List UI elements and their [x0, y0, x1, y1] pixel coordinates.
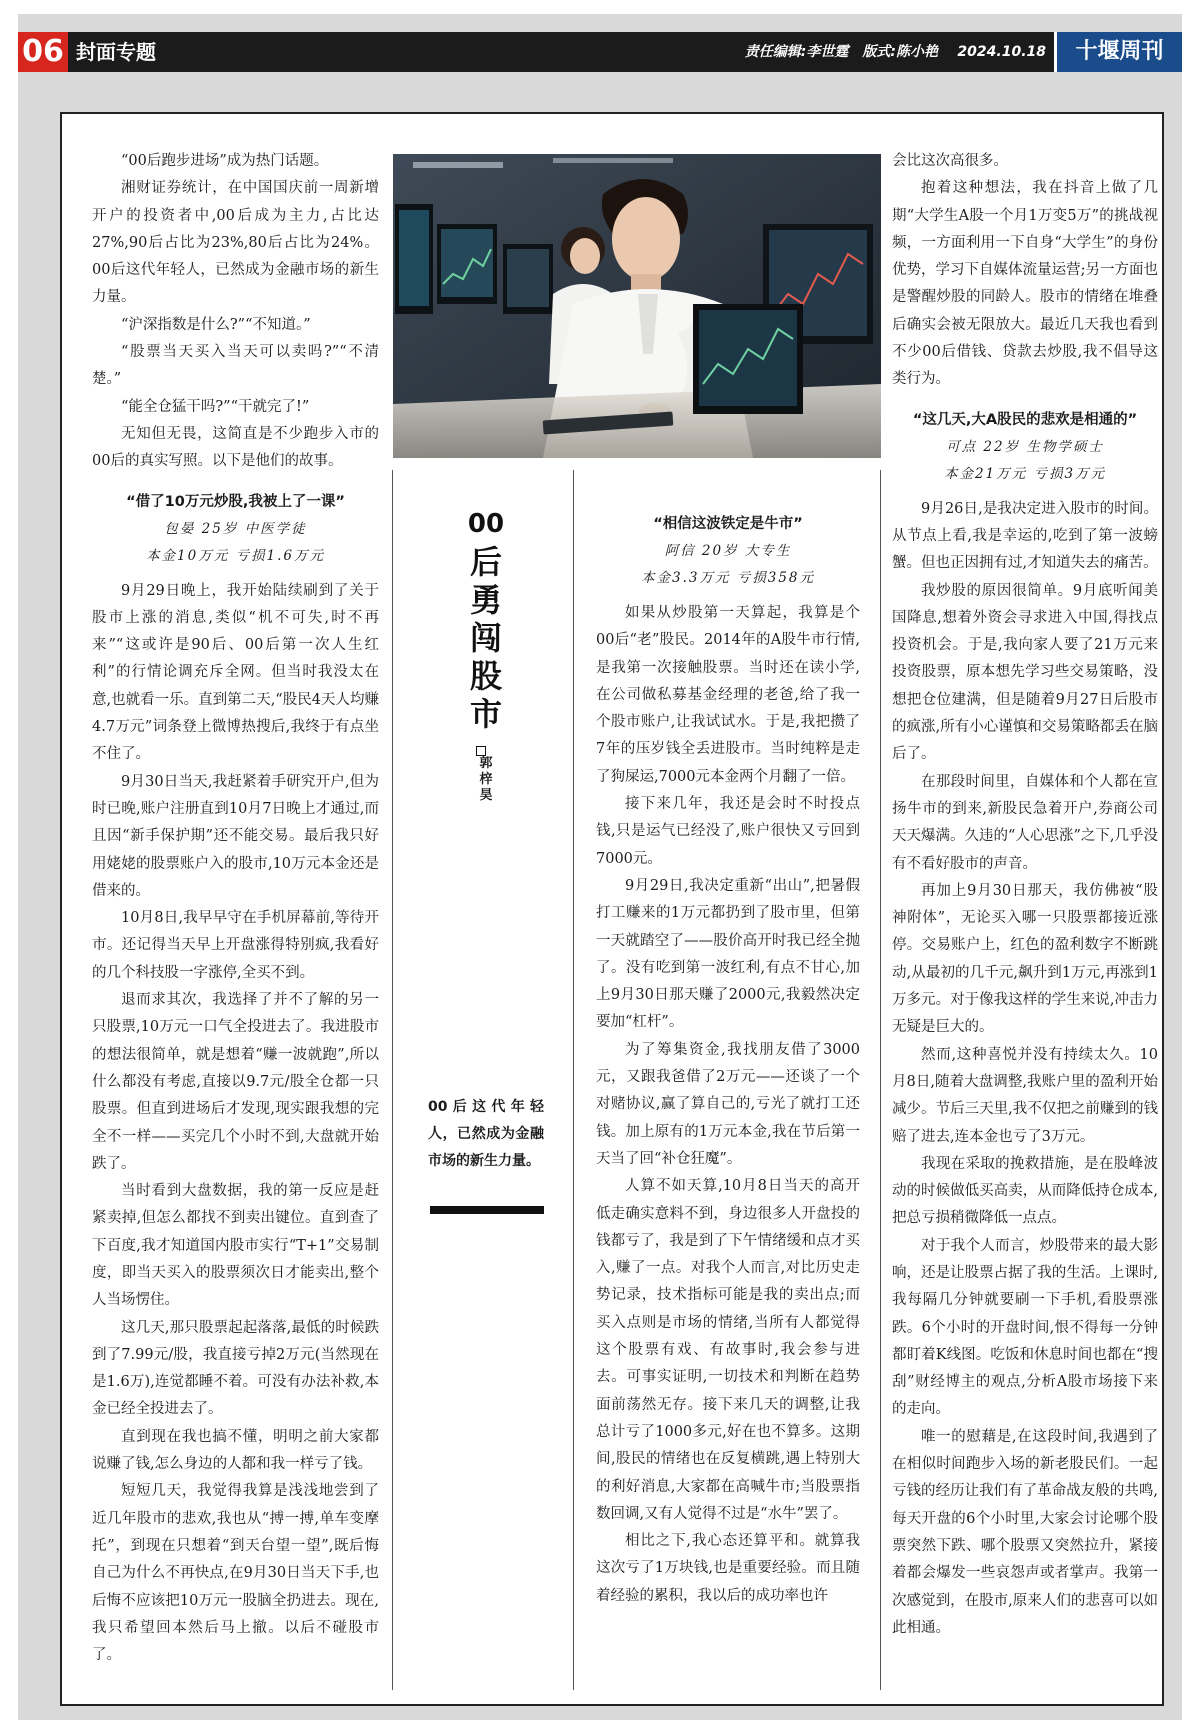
story-paragraph: 然而,这种喜悦并没有持续太久。10月8日,随着大盘调整,我账户里的盈利开始减少。节后三天里,我不仅把之前赚到的钱赔了进去,连本金也亏了3万元。 — [892, 1046, 1158, 1145]
story-paragraph: 当时看到大盘数据，我的第一反应是赶紧卖掉,但怎么都找不到卖出键位。直到查了下百度,我才知道国内股市实行“T+1”交易制度，即当天买入的股票须次日才能卖出,整个人当场愣住。 — [92, 1183, 379, 1309]
column-divider — [573, 470, 574, 1690]
author-char: 梓 — [479, 772, 493, 787]
story-paragraph: 这几天,那只股票起起落落,最低的时候跌到了7.99元/股，我直接亏掉2万元(当然现在是1.6万),连觉都睡不着。可没有办法补救,本金已经全投进去了。 — [92, 1319, 379, 1418]
column-4 — [892, 148, 1158, 1642]
story-byline: 本金3.3万元 亏损358元 — [640, 570, 816, 586]
article-title-char: 股 — [469, 657, 502, 695]
intro-paragraph: “股票当天买入当天可以卖吗?”“不清楚。” — [92, 344, 379, 388]
page-header — [18, 32, 1182, 72]
intro-paragraph: “能全仓猛干吗?”“干就完了!” — [121, 398, 310, 415]
article-title — [466, 505, 506, 733]
story-byline: 阿信 20岁 大专生 — [664, 543, 792, 559]
story-paragraph: 再加上9月30日那天，我仿佛被“股神附体”，无论买入哪一只股票都接近涨停。交易账户上，红色的盈利数字不断跳动,从最初的几千元,飙升到1万元,再涨到1万多元。对于像我这样的学生来说,冲击力无疑是巨大的。 — [892, 882, 1158, 1036]
article-title-char: 后 — [469, 543, 502, 581]
column-divider — [392, 470, 393, 1690]
story-paragraph: 9月30日当天,我赶紧着手研究开户,但为时已晚,账户注册直到10月7日晚上才通过,而且因“新手保护期”还不能交易。最后我只好用姥姥的股票账户入的股市,10万元本金还是借来的。 — [92, 773, 379, 899]
story-paragraph: 直到现在我也搞不懂，明明之前大家都说赚了钱,怎么身边的人都和我一样亏了钱。 — [92, 1428, 379, 1473]
column-1 — [92, 148, 379, 1669]
story-paragraph: 9月29日,我决定重新“出山”,把暑假打工赚来的1万元都扔到了股市里，但第一天就踏空了——股价高开时我已经全抛了。没有吃到第一波红利,有点不甘心,加上9月30日那天赚了2000元,我毅然决定要加“杠杆”。 — [596, 877, 860, 1031]
author-byline — [476, 746, 496, 804]
article-title-char: 00 — [467, 509, 505, 539]
story-byline: 包晏 25岁 中医学徒 — [164, 520, 307, 537]
story-paragraph: 相比之下,我心态还算平和。就算我这次亏了1万块钱,也是重要经验。而且随着经验的累积，我以后的成功率也许 — [596, 1533, 860, 1604]
story-paragraph: 唯一的慰藉是,在这段时间,我遇到了在相似时间跑步入场的新老股民们。一起亏钱的经历让我们有了革命战友般的共鸣,每天开盘的6个小时里,大家会讨论哪个股票突然下跌、哪个股票又突然拉升，紧接着都会爆发一些哀怨声或者掌声。我第一次感觉到，在股市,原来人们的悲喜可以如此相通。 — [892, 1428, 1158, 1636]
story-heading: “这几天,大A股民的悲欢是相通的” — [912, 411, 1138, 428]
story-heading: “借了10万元炒股,我被上了一课” — [126, 493, 345, 510]
intro-paragraph: “沪深指数是什么?”“不知道。” — [121, 316, 311, 333]
article-title-char: 闯 — [469, 619, 502, 657]
story-paragraph: 在那段时间里，自媒体和个人都在宣扬牛市的到来,新股民急着开户,券商公司天天爆满。久违的“人心思涨”之下,几乎没有不看好股市的声音。 — [892, 773, 1158, 872]
column-3 — [596, 510, 860, 1610]
story-paragraph: 抱着这种想法，我在抖音上做了几期“大学生A股一个月1万变5万”的挑战视频，一方面利用一下自身“大学生”的身份优势，学习下自媒体流量运营;另一方面也是警醒炒股的同龄人。股市的情绪在堆叠后确实会被无限放大。最近几天我也看到不少00后借钱、贷款去炒股,我不倡导这类行为。 — [892, 180, 1158, 388]
story-paragraph: 为了筹集资金,我找朋友借了3000元，又跟我爸借了2万元——还谈了一个对赌协议,赢了算自己的,亏光了就打工还钱。加上原有的1万元本金,我在节后第一天当了回“补仓狂魔”。 — [596, 1041, 860, 1167]
story-heading: “相信这波铁定是牛市” — [653, 516, 803, 532]
story-paragraph: 我炒股的原因很简单。9月底听闻美国降息,想着外资会寻求进入中国,得找点投资机会。于是,我向家人要了21万元来投资股票，原本想先学习些交易策略，没想把仓位建满，但是随着9月27日后股市的疯涨,所有小心谨慎和交易策略都丢在脑后了。 — [892, 582, 1158, 763]
issue-date: 2024.10.18 — [957, 44, 1046, 60]
story-paragraph: 我现在采取的挽救措施，是在股峰波动的时候做低买高卖，从而降低持仓成本,把总亏损稍微降低一点点。 — [892, 1155, 1158, 1227]
article-title-char: 市 — [469, 695, 502, 733]
author-char: 郭 — [479, 756, 493, 771]
section-title: 封面专题 — [76, 40, 156, 64]
story-paragraph: 人算不如天算,10月8日当天的高开低走确实意料不到，身边很多人开盘投的钱都亏了，我是到了下午情绪缓和点才买入,赚了一点。对我个人而言,对比历史走势记录，技术指标可能是我的卖出点;而买入点则是市场的情绪,当所有人都觉得这个股票有戏、有故事时,我会参与进去。可事实证明,一切技术和判断在趋势面前荡然无存。接下来几天的调整,让我总计亏了1000多元,好在也不算多。这期间,股民的情绪也在反复横跳,遇上特别大的利好消息,大家都在高喊牛市;当股票指数回调,又有人觉得不过是“水牛”罢了。 — [596, 1178, 860, 1522]
masthead-logo: 十堰周刊 — [1054, 32, 1182, 72]
editor-credits: 责任编辑:李世霆 版式:陈小艳 — [744, 44, 938, 60]
author-char: 昊 — [479, 788, 493, 803]
pull-quote-bar — [430, 1206, 544, 1214]
intro-paragraph: 湘财证券统计，在中国国庆前一周新增开户的投资者中,00后成为主力,占比达27%,90后占比为23%,80后占比为24%。00后这代年轻人，已然成为金融市场的新生力量。 — [92, 180, 379, 306]
column-divider — [880, 470, 881, 1690]
story-paragraph: 9月26日,是我决定进入股市的时间。从节点上看,我是幸运的,吃到了第一波螃蟹。但也正因拥有过,才知道失去的痛苦。 — [892, 500, 1158, 572]
story-paragraph: 10月8日,我早早守在手机屏幕前,等待开市。还记得当天早上开盘涨得特别疯,我看好的几个科技股一字涨停,全买不到。 — [92, 910, 379, 981]
byline-box-icon — [476, 746, 486, 756]
story-paragraph: 9月29日晚上，我开始陆续刷到了关于股市上涨的消息,类似“机不可失,时不再来”“这或许是90后、00后第一次人生红利”的行情论调充斥全网。但当时我没太在意,也就看一乐。直到第二天,“股民4天人均赚4.7万元”词条登上微博热搜后,我终于有点坐不住了。 — [92, 582, 379, 763]
intro-paragraph: 无知但无畏，这简直是不少跑步入市的00后的真实写照。以下是他们的故事。 — [92, 425, 379, 470]
trading-floor-photo — [393, 154, 881, 458]
intro-paragraph: “00后跑步进场”成为热门话题。 — [121, 153, 329, 169]
pull-quote: 00后这代年轻人，已然成为金融市场的新生力量。 — [428, 1099, 544, 1169]
page-number: 06 — [18, 32, 68, 72]
article-title-char: 勇 — [469, 581, 502, 619]
story-paragraph: 对于我个人而言，炒股带来的最大影响，还是让股票占据了我的生活。上课时,我每隔几分钟就要刷一下手机,看股票涨跌。6个小时的开盘时间,恨不得每一分钟都盯着K线图。吃饭和休息时间也都在“搜刮”财经博主的观点,分析A股市场接下来的走向。 — [892, 1237, 1158, 1418]
story-byline: 本金10万元 亏损1.6万元 — [146, 547, 325, 564]
story-paragraph: 短短几天，我觉得我算是浅浅地尝到了近几年股市的悲欢,我也从“搏一搏,单车变摩托”，到现在只想着“到天台望一望”,既后悔自己为什么不再快点,在9月30日当天下手,也后悔不应该把10万元一股脑全扔进去。现在,我只希望回本然后马上撤。以后不碰股市了。 — [92, 1483, 379, 1664]
photo-illustration — [393, 154, 881, 458]
story-byline: 本金21万元 亏损3万元 — [943, 465, 1107, 482]
continued-text: 会比这次高很多。 — [892, 153, 1008, 169]
story-byline: 可点 22岁 生物学硕士 — [946, 438, 1104, 455]
story-paragraph: 退而求其次，我选择了并不了解的另一只股票,10万元一口气全投进去了。我进股市的想法很简单，就是想着“赚一波就跑”,所以什么都没有考虑,直接以9.7元/股全仓都一只股票。但直到进场后才发现,现实跟我想的完全不一样——买完几个小时不到,大盘就开始跌了。 — [92, 992, 379, 1172]
story-paragraph: 如果从炒股第一天算起，我算是个00后“老”股民。2014年的A股牛市行情,是我第一次接触股票。当时还在读小学,在公司做私募基金经理的老爸,给了我一个股市账户,让我试试水。于是,我把攒了7年的压岁钱全丢进股市。当时纯粹是走了狗屎运,7000元本金两个月翻了一倍。 — [596, 605, 860, 785]
story-paragraph: 接下来几年，我还是会时不时投点钱,只是运气已经没了,账户很快又亏回到7000元。 — [596, 796, 860, 867]
